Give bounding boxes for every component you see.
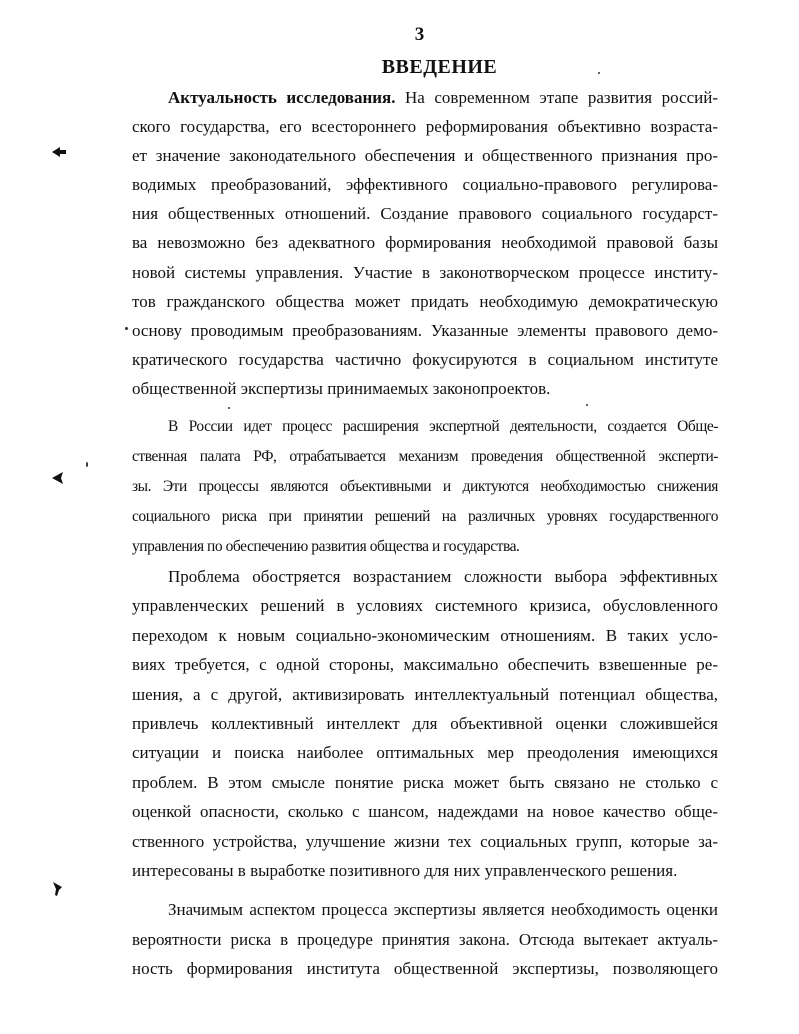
paragraph-line: ния общественных отношений. Создание правового социального государст-	[132, 204, 718, 224]
paragraph-problem	[132, 562, 718, 885]
paragraph-line: ственная палата РФ, отрабатывается механизм проведения общественной эксперти-	[132, 448, 718, 465]
paragraph-line: тов гражданского общества может придать необходимую демократическую	[132, 291, 718, 311]
lead-phrase: Актуальность исследования.	[168, 88, 396, 107]
paragraph-line: кратического государства частично фокусируются в социальном институте	[132, 349, 718, 369]
paragraph-line: интересованы в выработке позитивного для них управленческого решения.	[132, 861, 678, 881]
section-heading: ВВЕДЕНИЕ	[381, 56, 498, 78]
scan-speck	[125, 327, 128, 330]
paragraph-line: В России идет процесс расширения экспертной деятельности, создается Обще-	[168, 418, 718, 435]
paragraph-line: социального риска при принятии решений на различных уровнях государственного	[132, 508, 718, 525]
paragraph-line: Проблема обостряется возрастанием сложности выбора эффективных	[168, 567, 718, 586]
scan-speck	[598, 72, 600, 74]
scan-margin-mark	[52, 146, 66, 158]
paragraph-line: Значимым аспектом процесса экспертизы является необходимость оценки	[168, 900, 718, 919]
line-text: На современном этапе развития россий-	[395, 88, 718, 107]
paragraph-relevance	[132, 83, 718, 403]
paragraph-line: проблем. В этом смысле понятие риска может быть связано не столько с	[132, 772, 718, 792]
paragraph-line: управленческих решений в условиях системного кризиса, обусловленного	[132, 596, 718, 616]
paragraph-line: вероятности риска в процедуре принятия закона. Отсюда вытекает актуаль-	[132, 929, 718, 949]
paragraph-line: ва невозможно без адекватного формирования необходимой правовой базы	[132, 233, 718, 253]
scan-speck	[586, 404, 588, 406]
paragraph-line: шения, а с другой, активизировать интеллектуальный потенциал общества,	[132, 684, 718, 704]
paragraph-expertise-expansion	[132, 412, 718, 562]
scan-margin-mark	[52, 882, 63, 896]
paragraph-line: новой системы управления. Участие в законотворческом процессе институ-	[132, 262, 718, 282]
paragraph-line: ситуации и поиска наиболее оптимальных мер преодоления имеющихся	[132, 743, 718, 763]
paragraph-line: ского государства, его всестороннего реформирования объективно возраста-	[132, 117, 718, 137]
paragraph-line: привлечь коллективный интеллект для объективной оценки сложившейся	[132, 714, 718, 734]
paragraph-line: зы. Эти процессы являются объективными и диктуются необходимостью снижения	[132, 478, 718, 495]
paragraph-line: водимых преобразований, эффективного социально-правового регулирова-	[132, 175, 718, 195]
scan-speck	[228, 407, 230, 409]
paragraph-line: оценкой опасности, сколько с шансом, надеждами на новое качество обще-	[132, 802, 718, 822]
paragraph-significant-aspect	[132, 895, 718, 984]
paragraph-line: ственного устройства, улучшение жизни тех социальных групп, которые за-	[132, 831, 718, 851]
paragraph-line: переходом к новым социально-экономическим отношениям. В таких усло-	[132, 625, 718, 645]
page-number: 3	[414, 24, 425, 45]
paragraph-line: ность формирования института общественной экспертизы, позволяющего	[132, 959, 718, 978]
paragraph-line: основу проводимым преобразованиям. Указанные элементы правового демо-	[132, 320, 718, 340]
scan-margin-mark	[52, 472, 64, 484]
paragraph-line: ет значение законодательного обеспечения и общественного признания про-	[132, 146, 718, 166]
paragraph-line	[132, 83, 718, 112]
paragraph-line: управления по обеспечению развития общества и государства.	[132, 538, 520, 555]
paragraph-line: общественной экспертизы принимаемых законопроектов.	[132, 378, 551, 398]
scan-speck	[86, 462, 88, 467]
paragraph-line: виях требуется, с одной стороны, максимально обеспечить взвешенные ре-	[132, 655, 718, 675]
